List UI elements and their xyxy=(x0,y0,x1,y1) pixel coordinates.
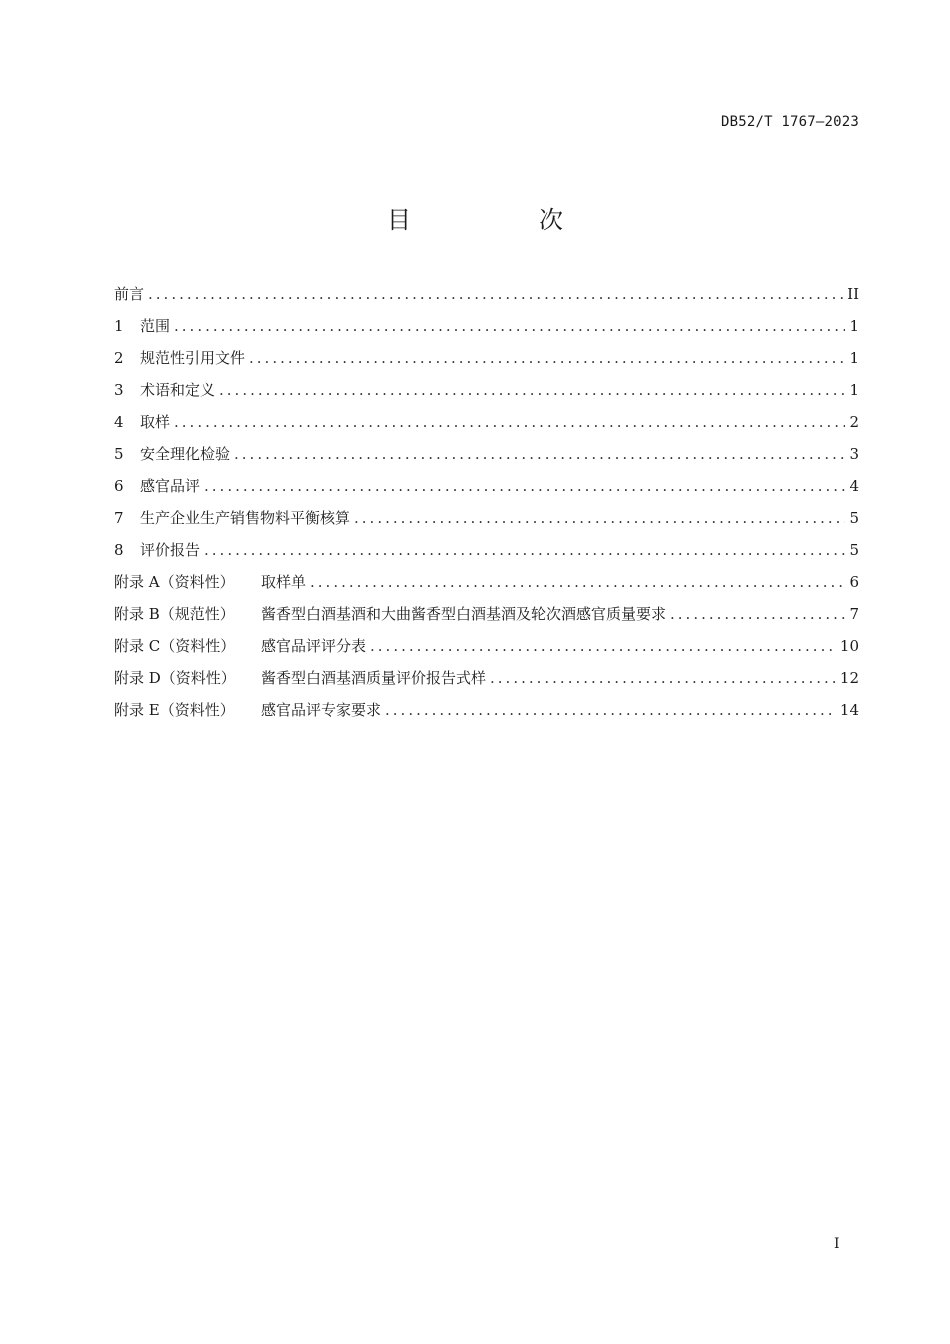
toc-entry-8[interactable] xyxy=(114,539,859,571)
appendix-label: 附录 B（规范性） xyxy=(114,605,235,623)
page-number: I xyxy=(834,1236,840,1252)
toc-entry-page: 6 xyxy=(849,573,859,591)
toc-leader-dots xyxy=(219,381,845,399)
toc-entry-page: 10 xyxy=(839,637,859,655)
toc-leader-dots xyxy=(174,317,845,335)
toc-leader-dots xyxy=(204,477,845,495)
toc-title: 目 次 xyxy=(387,206,615,234)
toc-leader-dots xyxy=(385,701,836,719)
toc-entry-number: 1 xyxy=(114,317,124,335)
toc-leader-dots xyxy=(148,285,843,303)
toc-entry-number: 6 xyxy=(114,477,124,495)
toc-entry-page: 1 xyxy=(849,317,859,335)
appendix-label: 附录 C（资料性） xyxy=(114,637,236,655)
appendix-title: 感官品评专家要求 xyxy=(261,701,382,719)
toc-entry-title: 生产企业生产销售物料平衡核算 xyxy=(140,509,351,527)
toc-appendix-b[interactable] xyxy=(114,603,859,635)
toc-entry-number: 7 xyxy=(114,509,124,527)
toc-entry-title: 前言 xyxy=(114,285,145,303)
toc-entry-page: 14 xyxy=(839,701,859,719)
toc-entry-6[interactable] xyxy=(114,475,859,507)
toc-leader-dots xyxy=(234,445,845,463)
toc-leader-dots xyxy=(174,413,845,431)
toc-entry-page: 1 xyxy=(849,349,859,367)
appendix-title: 酱香型白酒基酒质量评价报告式样 xyxy=(261,669,487,687)
toc-entry-number: 3 xyxy=(114,381,124,399)
toc-entry-5[interactable] xyxy=(114,443,859,475)
toc-entry-title: 感官品评 xyxy=(140,477,201,495)
toc-leader-dots xyxy=(249,349,845,367)
toc-entry-page: 4 xyxy=(849,477,859,495)
toc-entry-page: 2 xyxy=(849,413,859,431)
toc-entry-page: II xyxy=(847,285,859,303)
toc-entry-title: 安全理化检验 xyxy=(140,445,231,463)
toc-appendix-e[interactable] xyxy=(114,699,859,731)
toc-leader-dots xyxy=(670,605,845,623)
toc-entry-title: 评价报告 xyxy=(140,541,201,559)
toc-entry-page: 5 xyxy=(849,509,859,527)
toc-entry-number: 4 xyxy=(114,413,124,431)
toc-entry-page: 12 xyxy=(839,669,859,687)
toc-entry-title: 规范性引用文件 xyxy=(140,349,246,367)
table-of-contents xyxy=(114,283,859,731)
toc-entry-title: 术语和定义 xyxy=(140,381,216,399)
toc-entry-2[interactable] xyxy=(114,347,859,379)
toc-entry-4[interactable] xyxy=(114,411,859,443)
toc-entry-3[interactable] xyxy=(114,379,859,411)
toc-appendix-c[interactable] xyxy=(114,635,859,667)
toc-entry-number: 2 xyxy=(114,349,124,367)
appendix-title: 取样单 xyxy=(261,573,307,591)
appendix-label: 附录 A（资料性） xyxy=(114,573,235,591)
appendix-title: 酱香型白酒基酒和大曲酱香型白酒基酒及轮次酒感官质量要求 xyxy=(261,605,667,623)
toc-entry-page: 3 xyxy=(849,445,859,463)
toc-entry-title: 范围 xyxy=(140,317,171,335)
toc-leader-dots xyxy=(370,637,836,655)
toc-entry-number: 8 xyxy=(114,541,124,559)
appendix-label: 附录 E（资料性） xyxy=(114,701,235,719)
toc-leader-dots xyxy=(354,509,845,527)
toc-appendix-d[interactable] xyxy=(114,667,859,699)
toc-entry-page: 5 xyxy=(849,541,859,559)
appendix-title: 感官品评评分表 xyxy=(261,637,367,655)
toc-appendix-a[interactable] xyxy=(114,571,859,603)
toc-entry-page: 7 xyxy=(849,605,859,623)
toc-entry-page: 1 xyxy=(849,381,859,399)
document-code: DB52/T 1767—2023 xyxy=(720,114,859,130)
toc-entry-title: 取样 xyxy=(140,413,171,431)
toc-entry-number: 5 xyxy=(114,445,124,463)
toc-leader-dots xyxy=(204,541,845,559)
toc-entry-7[interactable] xyxy=(114,507,859,539)
toc-entry-foreword[interactable] xyxy=(114,283,859,315)
toc-leader-dots xyxy=(490,669,836,687)
toc-leader-dots xyxy=(310,573,845,591)
toc-entry-1[interactable] xyxy=(114,315,859,347)
appendix-label: 附录 D（资料性） xyxy=(114,669,236,687)
